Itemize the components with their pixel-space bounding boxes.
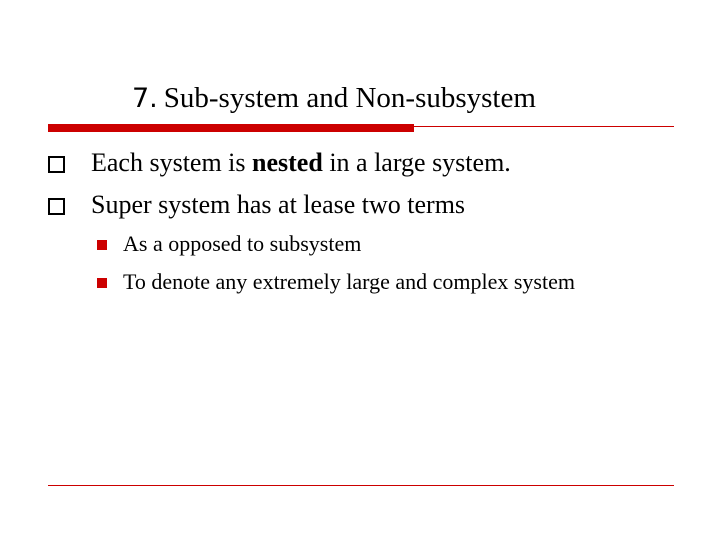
title-number: 7. [132, 83, 158, 114]
filled-square-bullet-icon [97, 240, 107, 250]
footer-rule [48, 485, 674, 486]
bullet-text-1 [91, 146, 511, 180]
title-underline-thin [414, 126, 674, 127]
bullet-text-1-bold: nested [252, 148, 323, 177]
sub-bullet-text-1: As a opposed to subsystem [123, 231, 362, 256]
hollow-square-bullet-icon [48, 156, 65, 173]
sub-bullet-text-2: To denote any extremely large and complex system [123, 269, 575, 294]
bullet-text-1-post: in a large system. [322, 148, 511, 177]
bullet-text-2: Super system has at lease two terms [91, 190, 466, 219]
hollow-square-bullet-icon [48, 198, 65, 215]
slide-title [132, 78, 536, 119]
filled-square-bullet-icon [97, 278, 107, 288]
bullet-text-1-pre: Each system is [91, 148, 253, 177]
title-text: Sub-system and Non-subsystem [163, 82, 536, 114]
title-underline-thick [48, 124, 414, 132]
